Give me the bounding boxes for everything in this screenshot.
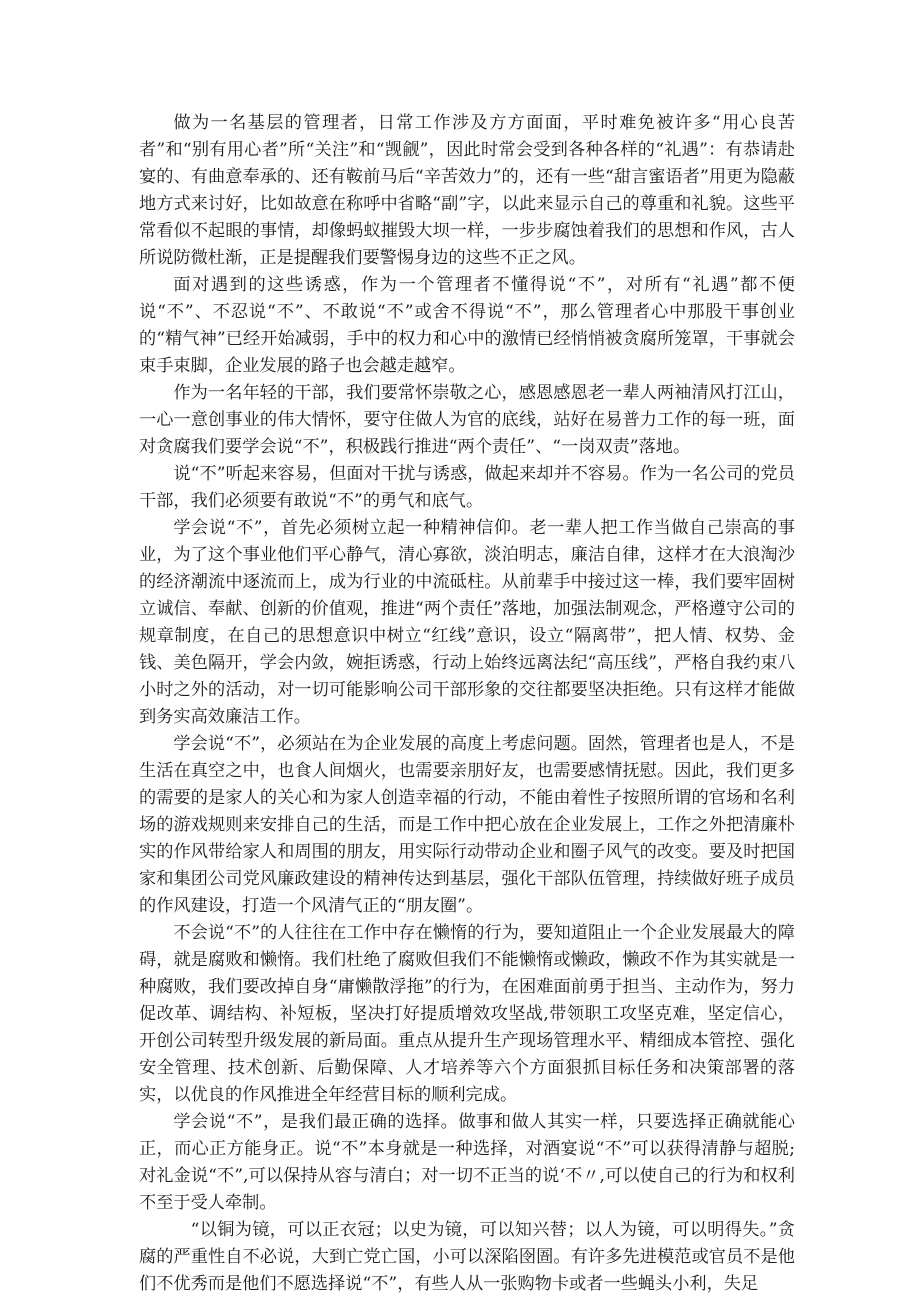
paragraph-4: 说“不”听起来容易，但面对干扰与诱惑，做起来却并不容易。作为一名公司的党员干部，我们必须要有敢说“不”的勇气和底气。 (139, 464, 795, 511)
paragraph-2: 面对遇到的这些诱惑，作为一个管理者不懂得说“不”，对所有“礼遇”都不便说“不”、不忍说“不”、不敢说“不”或舍不得说“不”，那么管理者心中那股干事创业的“精气神”已经开始减弱，手中的权力和心中的激情已经悄悄被贪腐所笼罩，干事就会束手束脚，企业发展的路子也会越走越窄。 (139, 275, 795, 376)
paragraph-8: 学会说“不”，是我们最正确的选择。做事和做人其实一样，只要选择正确就能心正，而心正方能身正。说“不”本身就是一种选择，对酒宴说“不”可以获得清静与超脱;对礼金说“不”,可以保持从容与清白；对一切不正当的说‘不〃,可以使自己的行为和权利不至于受人牵制。 (139, 1112, 795, 1213)
paragraph-1: 做为一名基层的管理者，日常工作涉及方方面面，平时难免被许多“用心良苦者”和“别有用心者”所“关注”和“觊觎”，因此时常会受到各种各样的“礼遇”：有恭请赴宴的、有曲意奉承的、还有鞍前马后“辛苦效力”的，还有一些“甜言蜜语者”用更为隐蔽地方式来讨好，比如故意在称呼中省略“副”字，以此来显示自己的尊重和礼貌。这些平常看似不起眼的事情，却像蚂蚁摧毁大坝一样，一步步腐蚀着我们的思想和作风，古人所说防微杜渐，正是提醒我们要警惕身边的这些不正之风。 (139, 113, 795, 268)
paragraph-5: 学会说“不”，首先必须树立起一种精神信仰。老一辈人把工作当做自己崇高的事业，为了这个事业他们平心静气，清心寡欲，淡泊明志，廉洁自律，这样才在大浪淘沙的经济潮流中逐流而上，成为行业的中流砥柱。从前辈手中接过这一棒，我们要牢固树立诚信、奉献、创新的价值观，推进“两个责任”落地，加强法制观念，严格遵守公司的规章制度，在自己的思想意识中树立“红线”意识，设立“隔离带”，把人情、权势、金钱、美色隔开，学会内敛，婉拒诱惑，行动上始终远离法纪“高压线”，严格自我约束八小时之外的活动，对一切可能影响公司干部形象的交往都要坚决拒绝。只有这样才能做到务实高效廉洁工作。 (139, 518, 795, 727)
paragraph-6: 学会说“不”，必须站在为企业发展的高度上考虑问题。固然，管理者也是人，不是生活在真空之中，也食人间烟火，也需要亲朋好友，也需要感情抚慰。因此，我们更多的需要的是家人的关心和为家人创造幸福的行动，不能由着性子按照所谓的官场和名利场的游戏规则来安排自己的生活，而是工作中把心放在企业发展上，工作之外把清廉朴实的作风带给家人和周围的朋友，用实际行动带动企业和圈子风气的改变。要及时把国家和集团公司党风廉政建设的精神传达到基层，强化干部队伍管理，持续做好班子成员的作风建设，打造一个风清气正的“朋友圈”。 (139, 734, 795, 916)
paragraph-3: 作为一名年轻的干部，我们要常怀崇敬之心，感恩感恩老一辈人两袖清风打江山，一心一意创事业的伟大情怀，要守住做人为官的底线，站好在易普力工作的每一班，面对贪腐我们要学会说“不”，积极践行推进“两个责任”、“一岗双责”落地。 (139, 383, 795, 457)
paragraph-7: 不会说“不”的人往往在工作中存在懒惰的行为，要知道阻止一个企业发展最大的障碍，就是腐败和懒惰。我们杜绝了腐败但我们不能懒惰或懒政，懒政不作为其实就是一种腐败，我们要改掉自身“庸懒散浮拖”的行为，在困难面前勇于担当、主动作为，努力促改革、调结构、补短板，坚决打好提质增效攻坚战,带领职工攻坚克难，坚定信心，开创公司转型升级发展的新局面。重点从提升生产现场管理水平、精细成本管控、强化安全管理、技术创新、后勤保障、人才培养等六个方面狠抓目标任务和决策部署的落实，以优良的作风推进全年经营目标的顺利完成。 (139, 923, 795, 1105)
paragraph-quote: “以铜为镜，可以正衣冠；以史为镜，可以知兴替；以人为镜，可以明得失。”贪腐的严重性自不必说，大到亡党亡国，小可以深陷囹圄。有许多先进模范或官员不是他们不优秀而是他们不愿选择说“不”，有些人从一张购物卡或者一些蝇头小利，失足 (139, 1220, 795, 1294)
document-body (139, 110, 795, 1298)
